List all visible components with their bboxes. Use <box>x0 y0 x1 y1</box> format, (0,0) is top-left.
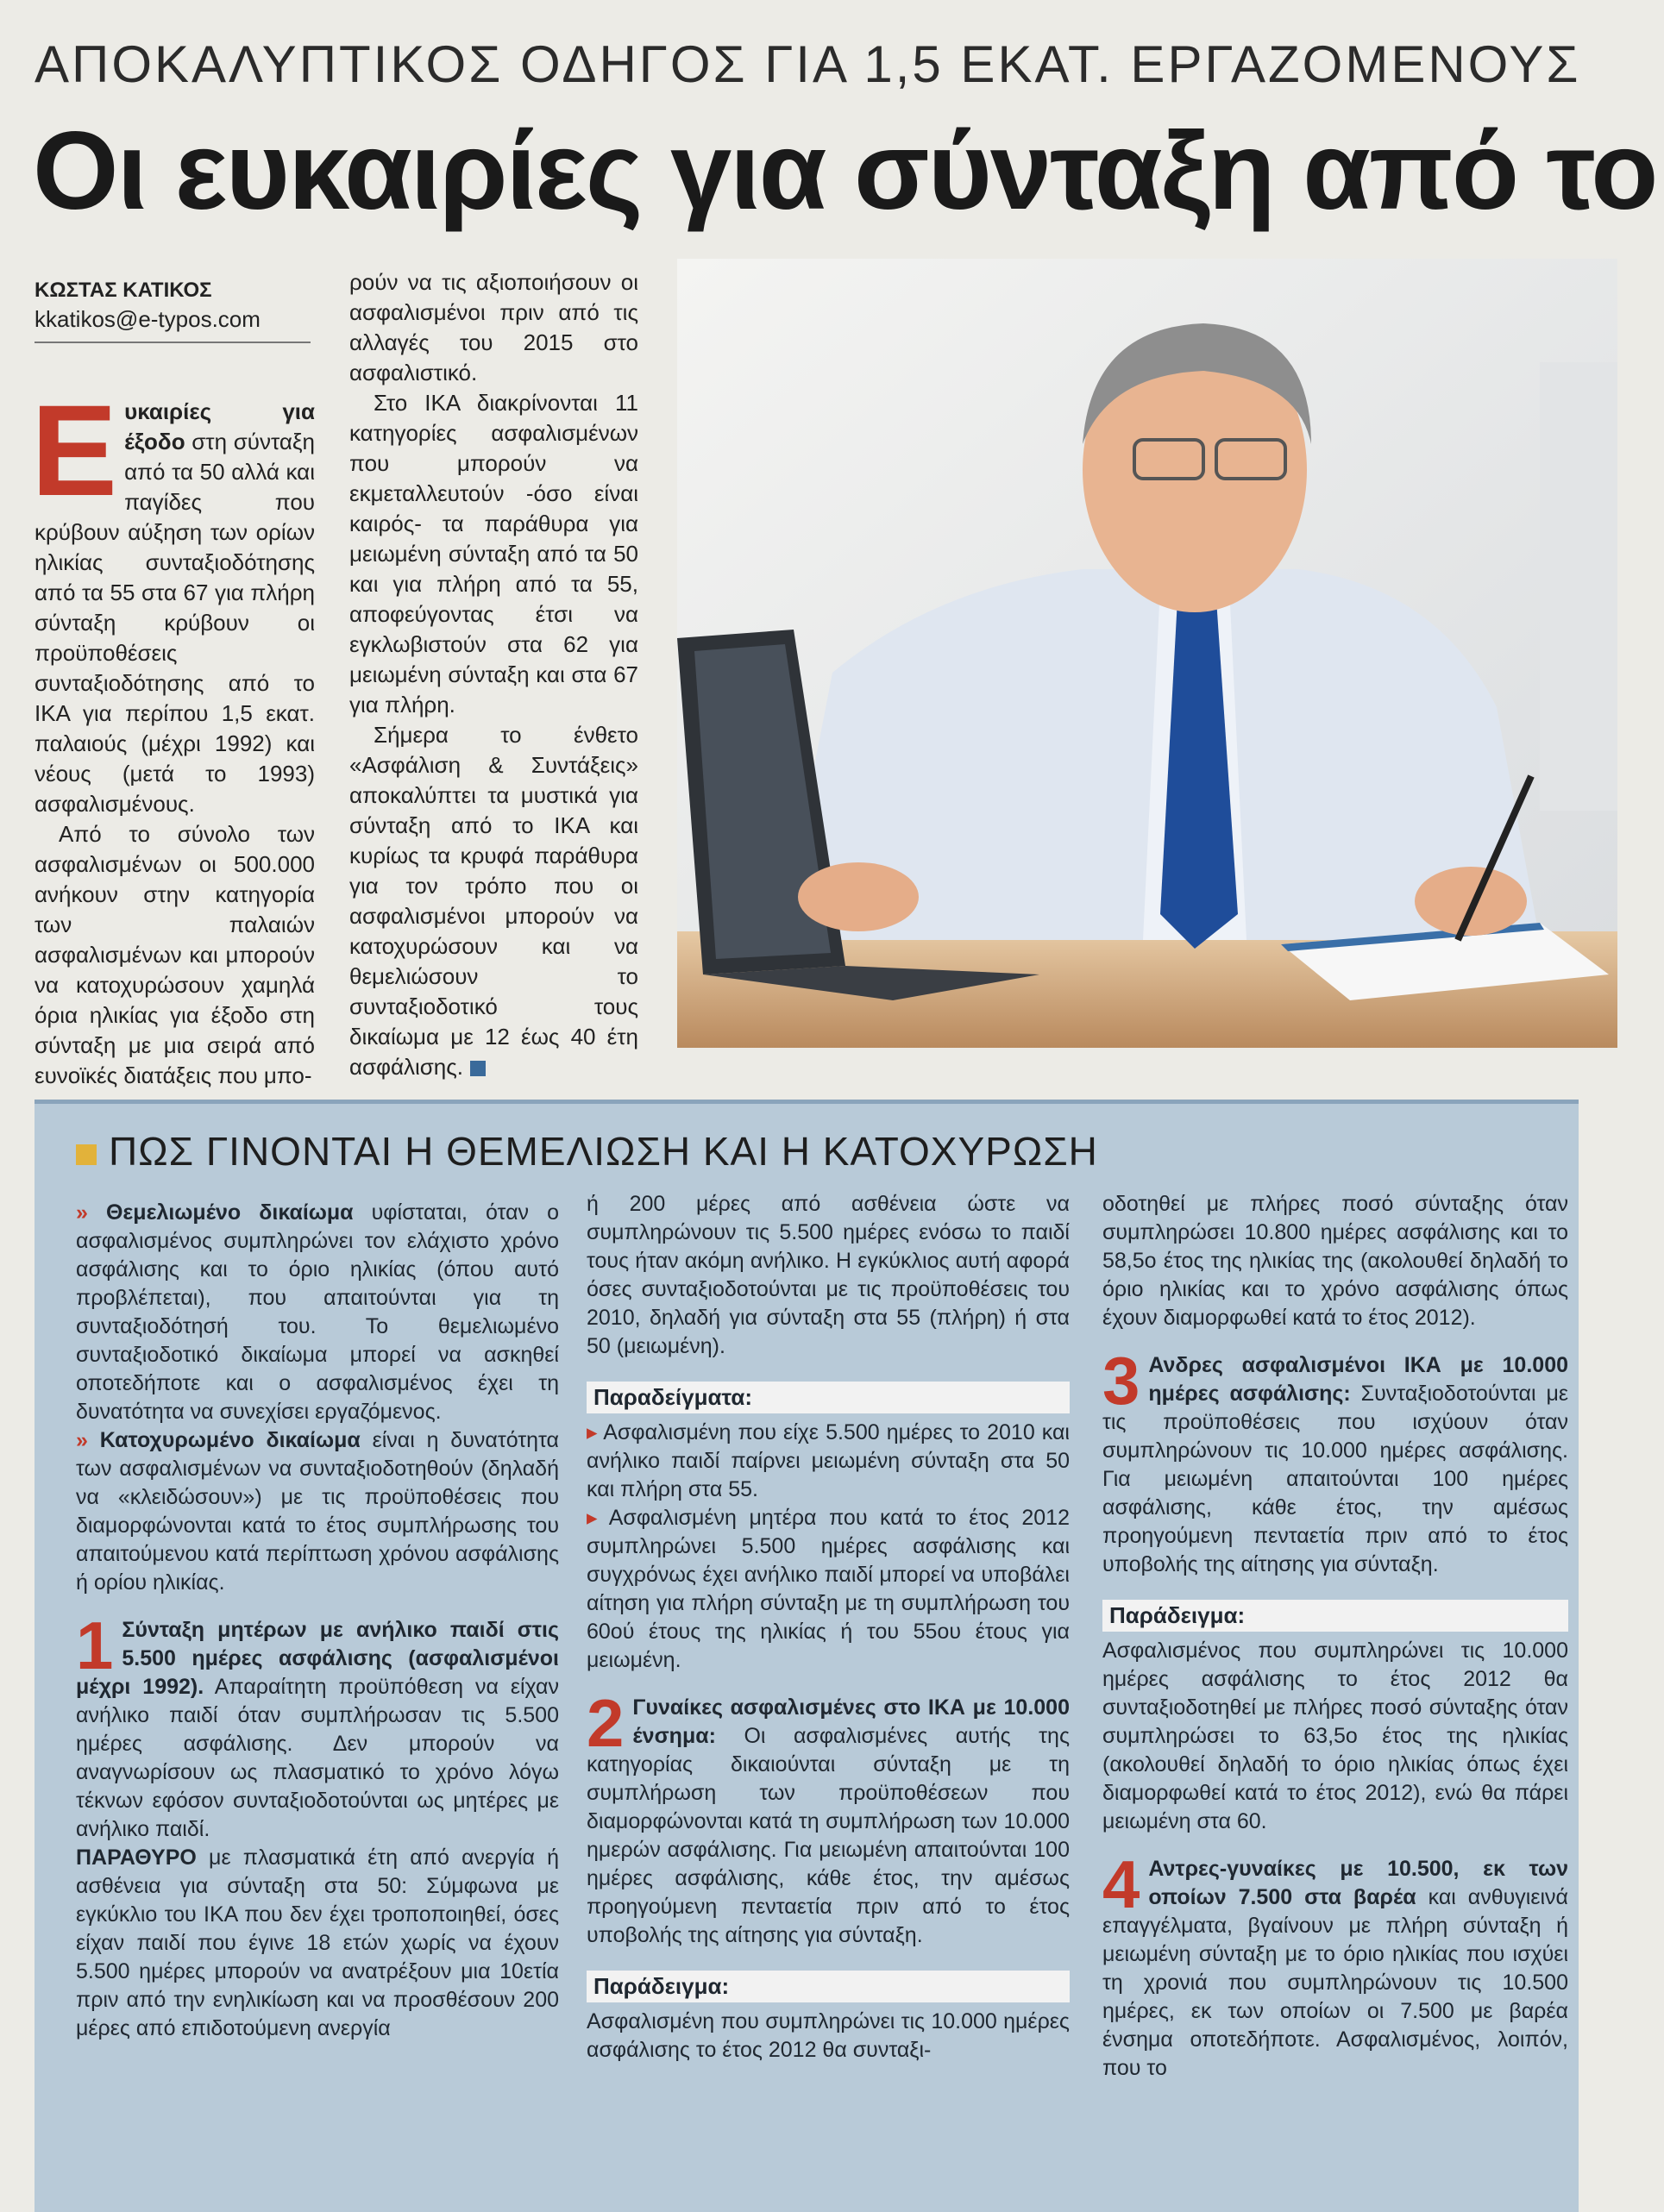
article-p4: Σήμερα το ένθετο «Ασφάλιση & Συντάξεις» αποκαλύπτει τα μυστικά για σύνταξη από το ΙΚΑ και κυρίως τα κρυφά παράθυρα για τον τρόπο που οι ασφαλισμένοι μπορούν να κατοχυρώσουν και να θεμελιώσουν το συνταξιοδοτικό τους δικαίωμα με 12 έως 40 έτη ασφάλισης. <box>349 722 638 1080</box>
section-number-2: 2 <box>587 1685 625 1761</box>
byline <box>35 279 311 343</box>
def1-term: Θεμελιωμένο δικαίωμα <box>105 1200 354 1225</box>
example-1: Ασφαλισμένη που είχε 5.500 ημέρες το 2010 και ανήλικο παιδί παίρνει μειωμένη σύνταξη στα 50 και πλήρη στα 55. <box>587 1420 1070 1501</box>
example-label-s3: Παράδειγμα: <box>1102 1600 1568 1632</box>
def2-term: Κατοχυρωμένο δικαίωμα <box>99 1428 361 1452</box>
photo-illustration <box>677 259 1617 1048</box>
article-p2a: Από το σύνολο των ασφαλισμένων οι 500.000 ανήκουν στην κατηγορία των παλαιών ασφαλισμένων και μπορούν να κατοχυρώσουν χαμηλά όρια ηλικίας για έξοδο στη σύνταξη με μια σειρά από ευνοϊκές διατάξεις που μπο- <box>35 821 315 1088</box>
dropcap: Ε <box>31 378 118 523</box>
s4-text: και ανθυγιεινά επαγγέλματα, βγαίνουν με πλήρη σύνταξη ή μειωμένη σύνταξη με το όριο ηλικίας που ισχύει τη χρονιά που συμπληρώνουν τις 10.500 ημέρες, εκ των οποίων οι 7.500 με βαρέα ένσημα οποτεδήποτε. Ασφαλισμένος, λοιπόν, που το <box>1102 1885 1568 2080</box>
double-arrow-icon: » <box>76 1200 88 1225</box>
s1-text: Απαραίτητη προϋπόθεση να είχαν ανήλικο παιδί όταν συμπλήρωσαν τις 5.500 ημέρες ασφάλισης. Δεν μπορούν να αναγνωρίσουν ως πλασματικό το χρόνο λόγω τέκνων εφόσον συνταξιοδοτούνται ως μητέρες με ανήλικο παιδί. <box>76 1675 559 1841</box>
box-column-1 <box>76 1199 559 2043</box>
section-number-4: 4 <box>1102 1846 1140 1922</box>
s1-cont: ή 200 μέρες από ασθένεια ώστε να συμπληρώνουν τις 5.500 ημέρες ενόσω το παιδί τους ήταν ακόμη ανήλικο. Η εγκύκλιος αυτή αφορά όσες συνταξιοδοτούνται με τις προϋποθέσεις του 2010, δηλαδή για σύνταξη στα 55 (πλήρη) ή στα 50 (μειωμένη). <box>587 1192 1070 1358</box>
triangle-bullet-icon: ▸ <box>587 1506 598 1530</box>
section-number-3: 3 <box>1102 1343 1140 1419</box>
headline: Οι ευκαιρίες για σύνταξη από το <box>33 110 1657 233</box>
article-p1: στη σύνταξη από τα 50 αλλά και παγίδες που κρύβουν αύξηση των ορίων ηλικίας συνταξιοδότησης από τα 55 στα 67 για πλήρη σύνταξη κρύβουν οι προϋποθέσεις συνταξιοδότησης από το ΙΚΑ για περίπου 1,5 εκατ. παλαιούς (μέχρι 1992) και νέους (μετά το 1993) ασφαλισμένους. <box>35 429 315 817</box>
lead-bold: υκαιρίες για έξοδο <box>124 398 315 454</box>
example-2: Ασφαλισμένη μητέρα που κατά το έτος 2012 συμπληρώνει 5.500 ημέρες ασφάλισης και συγχρόνως έχει ανήλικο παιδί μπορεί να υποβάλει αίτηση για πλήρη σύνταξη με τη συμπλήρωση του 60ού έτους της ηλικίας ή του 55ου έτους για μειωμένη. <box>587 1506 1070 1672</box>
s3-text: Συνταξιοδοτούνται με τις προϋποθέσεις που ισχύουν όταν συμπληρώνουν τις 10.000 ημέρες ασφάλισης. Για μειωμένη απαιτούνται 100 ημέρες ασφάλισης, κάθε έτος, την αμέσως προηγούμενη πενταετία πριν από το έτος υποβολής της αίτησης για σύνταξη. <box>1102 1382 1568 1576</box>
def2-text: είναι η δυνατότητα των ασφαλισμένων να συνταξιοδοτηθούν (δηλαδή να «κλειδώσουν») με τις προϋποθέσεις που διαμορφώνονται κατά το έτος συμπλήρωσης του απαιτούμενου κατά περίπτωση χρόνου ασφάλισης ή ορίου ηλικίας. <box>76 1428 559 1595</box>
s2-bold: Γυναίκες ασφαλισμένες στο ΙΚΑ με 10.000 ένσημα: <box>632 1695 1070 1748</box>
box-title: ΠΩΣ ΓΙΝΟΝΤΑΙ Η ΘΕΜΕΛΙΩΣΗ ΚΑΙ Η ΚΑΤΟΧΥΡΩΣΗ <box>76 1128 1098 1175</box>
box-column-3 <box>1102 1190 1568 2083</box>
s3-example: Ασφαλισμένος που συμπληρώνει τις 10.000 ημέρες ασφάλισης το έτος 2012 θα συνταξιοδοτηθεί με πλήρες ποσό σύνταξης όταν συμπληρώσει το 63,5ο έτος της ηλικίας (ακολουθεί δηλαδή το όριο ηλικίας όπως έχει διαμορφωθεί κατά το έτος 2012), ενώ θα πάρει μειωμένη στα 60. <box>1102 1639 1568 1833</box>
s2-example-cont: οδοτηθεί με πλήρες ποσό σύνταξης όταν συμπληρώσει 10.800 ημέρες ασφάλισης και το 58,5ο έτος της ηλικίας της (ακολουθεί δηλαδή το όριο ηλικίας και το χρόνο ασφάλισης όπως έχουν διαμορφωθεί κατά το έτος 2012). <box>1102 1192 1568 1330</box>
s4-bold: Αντρες-γυναίκες με 10.500, εκ των οποίων 7.500 στα βαρέα <box>1148 1857 1568 1909</box>
box-column-2 <box>587 1190 1070 2065</box>
author-name: ΚΩΣΤΑΣ ΚΑΤΙΚΟΣ <box>35 279 212 302</box>
section-number-1: 1 <box>76 1607 114 1683</box>
examples-label: Παραδείγματα: <box>587 1382 1070 1413</box>
s2-text: Οι ασφαλισμένες αυτής της κατηγορίας δικαιούνται σύνταξη με τη συμπλήρωση των προϋποθέσεων που διαμορφώνονται κατά τη συμπλήρωση των 10.000 ημερών ασφάλισης. Για μειωμένη απαιτούνται 100 ημέρες ασφάλισης, κάθε έτος, την αμέσως προηγούμενη πενταετία πριν από το έτος υποβολής της αίτησης για σύνταξη. <box>587 1724 1070 1947</box>
article-photo <box>677 259 1617 1048</box>
s1-window-text: με πλασματικά έτη από ανεργία ή ασθένεια για σύνταξη στα 50: Σύμφωνα με εγκύκλιο του ΙΚΑ που δεν έχει τροποποιηθεί, όσες είχαν παιδί που έγινε 18 ετών χωρίς να έχουν 5.500 ημέρες μπορούν να ανατρέξουν μια 10ετία πριν από την ενηλικίωση και να προσθέσουν 200 μέρες από επιδοτούμενη ανεργία <box>76 1845 559 2040</box>
article-p2b: ρούν να τις αξιοποιήσουν οι ασφαλισμένοι πριν από τις αλλαγές του 2015 στο ασφαλιστικό. <box>349 269 638 385</box>
example-label-s2: Παράδειγμα: <box>587 1971 1070 2002</box>
s2-example: Ασφαλισμένη που συμπληρώνει τις 10.000 ημέρες ασφάλισης το έτος 2012 θα συνταξι- <box>587 2009 1070 2062</box>
author-email[interactable]: kkatikos@e-typos.com <box>35 306 261 332</box>
article-column-2 <box>349 267 638 1082</box>
s1-window-bold: ΠΑΡΑΘΥΡΟ <box>76 1845 197 1870</box>
info-box <box>35 1100 1579 2212</box>
article-column-1 <box>31 378 315 1091</box>
end-mark <box>470 1061 486 1076</box>
yellow-square-icon <box>76 1144 97 1165</box>
kicker: ΑΠΟΚΑΛΥΠΤΙΚΟΣ ΟΔΗΓΟΣ ΓΙΑ 1,5 ΕΚΑΤ. ΕΡΓΑΖΟΜΕΝΟΥΣ <box>35 35 1581 93</box>
def1-text: υφίσταται, όταν ο ασφαλισμένος συμπληρώνει τον ελάχιστο χρόνο ασφάλισης και το όριο ηλικίας (όπου αυτό προβλέπεται), που απαιτούνται για τη συνταξιοδότησή του. Το θεμελιωμένο συνταξιοδοτικό δικαίωμα μπορεί να ασκηθεί οποτεδήποτε και ο ασφαλισμένος έχει τη δυνατότητα να συνεχίσει εργαζόμενος. <box>76 1200 560 1424</box>
s3-bold: Ανδρες ασφαλισμένοι ΙΚΑ με 10.000 ημέρες ασφάλισης: <box>1148 1353 1568 1406</box>
article-p3: Στο ΙΚΑ διακρίνονται 11 κατηγορίες ασφαλισμένων που μπορούν να εκμεταλλευτούν -όσο είναι καιρός- τα παράθυρα για μειωμένη σύνταξη από τα 50 και για πλήρη από τα 55, αποφεύγοντας έτσι να εγκλωβιστούν στα 62 για μειωμένη σύνταξη και στα 67 για πλήρη. <box>349 390 638 717</box>
triangle-bullet-icon: ▸ <box>587 1420 598 1444</box>
double-arrow-icon: » <box>76 1428 88 1452</box>
s1-bold: Σύνταξη μητέρων με ανήλικο παιδί στις 5.500 ημέρες ασφάλισης (ασφαλισμένοι μέχρι 1992). <box>76 1618 559 1699</box>
